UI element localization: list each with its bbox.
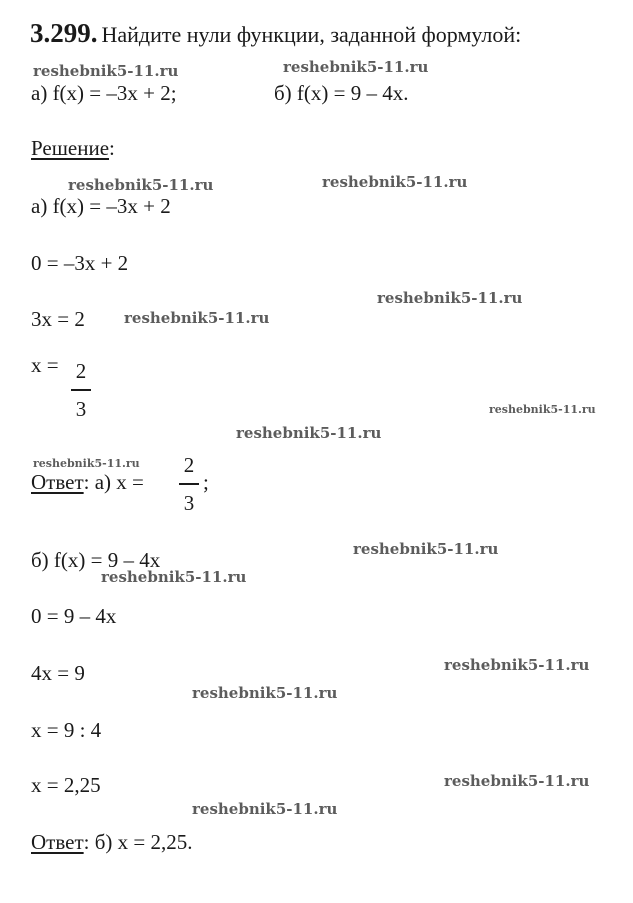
answer-a-text: : а) x = <box>83 470 144 494</box>
watermark: reshebnik5-11.ru <box>353 540 499 558</box>
solution-b-line-3: 4x = 9 <box>31 661 85 685</box>
fraction-numerator: 2 <box>75 359 87 383</box>
solution-a-line-1: а) f(x) = –3x + 2 <box>31 194 171 218</box>
watermark: reshebnik5-11.ru <box>68 176 214 194</box>
problem-title <box>30 18 521 49</box>
solution-heading <box>31 138 115 159</box>
watermark: reshebnik5-11.ru <box>444 772 590 790</box>
watermark: reshebnik5-11.ru <box>124 309 270 327</box>
answer-b-text: : б) x = 2,25. <box>83 830 193 854</box>
watermark: reshebnik5-11.ru <box>444 656 590 674</box>
problem-part-a: а) f(x) = –3x + 2; <box>31 81 177 105</box>
solution-b-line-4: x = 9 : 4 <box>31 718 102 742</box>
problem-number: 3.299. <box>30 18 98 48</box>
solution-a-line-3: 3x = 2 <box>31 307 85 331</box>
solution-b-line-2: 0 = 9 – 4x <box>31 604 117 628</box>
watermark: reshebnik5-11.ru <box>192 684 338 702</box>
solution-b-line-1: б) f(x) = 9 – 4x <box>31 548 161 572</box>
fraction-numerator: 2 <box>183 453 195 477</box>
solution-b-line-5: x = 2,25 <box>31 773 101 797</box>
watermark: reshebnik5-11.ru <box>236 424 382 442</box>
solution-a-line-4-lhs: x = <box>31 353 59 377</box>
answer-b <box>31 832 193 853</box>
answer-a-fraction <box>179 455 199 514</box>
watermark: reshebnik5-11.ru <box>283 58 429 76</box>
answer-a-end: ; <box>203 470 209 494</box>
fraction-denominator: 3 <box>75 396 87 421</box>
fraction-bar <box>179 483 199 485</box>
solution-heading-colon: : <box>109 136 115 160</box>
solution-heading-label: Решение <box>31 136 110 160</box>
answer-a-label: Ответ <box>31 470 84 494</box>
fraction-denominator: 3 <box>183 490 195 515</box>
problem-part-b: б) f(x) = 9 – 4x. <box>274 81 409 105</box>
watermark: reshebnik5-11.ru <box>489 403 596 416</box>
answer-b-label: Ответ <box>31 830 84 854</box>
watermark: reshebnik5-11.ru <box>33 457 140 470</box>
watermark: reshebnik5-11.ru <box>101 568 247 586</box>
watermark: reshebnik5-11.ru <box>377 289 523 307</box>
watermark: reshebnik5-11.ru <box>322 173 468 191</box>
answer-a <box>31 472 144 493</box>
watermark: reshebnik5-11.ru <box>33 62 179 80</box>
fraction-bar <box>71 389 91 391</box>
solution-a-fraction <box>71 361 91 420</box>
watermark: reshebnik5-11.ru <box>192 800 338 818</box>
problem-statement: Найдите нули функции, заданной формулой: <box>101 22 522 47</box>
solution-a-line-2: 0 = –3x + 2 <box>31 251 129 275</box>
